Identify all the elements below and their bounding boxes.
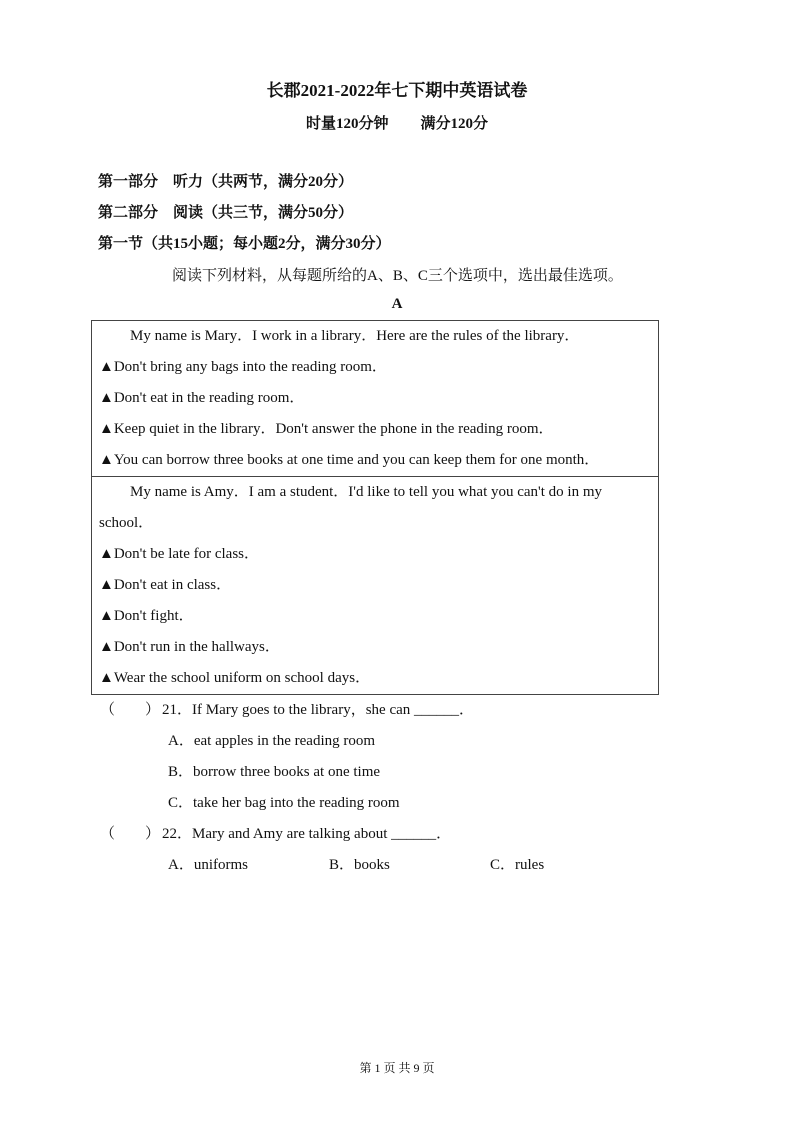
amy-rules-box <box>91 476 659 695</box>
instruction: 阅读下列材料，从每题所给的A、B、C三个选项中，选出最佳选项。 <box>172 268 623 284</box>
box1-intro: My name is Mary．I work in a library．Here are the rules of the library． <box>130 328 580 344</box>
exam-subtitle <box>306 112 488 133</box>
box2-intro: My name is Amy．I am a student．I'd like to tell you what you can't do in my <box>130 484 603 500</box>
passage-label: A <box>391 296 403 312</box>
part1-heading: 第一部分 听力（共两节，满分20分） <box>98 174 354 190</box>
box1-rule: ▲Don't bring any bags into the reading room． <box>99 359 387 375</box>
option-b: B．borrow three books at one time <box>168 764 381 780</box>
box2-rule: ▲Don't run in the hallways． <box>99 639 280 655</box>
box1-rule: ▲You can borrow three books at one time and you can keep them for one month． <box>99 452 600 468</box>
answer-bracket[interactable]: （ ） <box>100 826 161 842</box>
answer-bracket[interactable]: （ ） <box>100 702 161 718</box>
option-c: C．take her bag into the reading room <box>168 795 400 811</box>
page-footer: 第 1 页 共 9 页 <box>359 1061 435 1075</box>
box2-rule: ▲Don't eat in class． <box>99 577 232 593</box>
box2-rule: ▲Wear the school uniform on school days． <box>99 670 371 686</box>
question-stem: 22．Mary and Amy are talking about ______． <box>162 826 452 842</box>
box1-rule: ▲Don't eat in the reading room． <box>99 390 305 406</box>
box2-rule: ▲Don't fight． <box>99 608 194 624</box>
full-score: 满分120分 <box>420 116 489 132</box>
time-limit: 时量120分钟 <box>306 116 389 132</box>
box2-intro-cont: school． <box>99 515 154 531</box>
mary-rules-box <box>91 320 659 477</box>
box1-rule: ▲Keep quiet in the library．Don't answer the phone in the reading room． <box>99 421 554 437</box>
box2-rule: ▲Don't be late for class． <box>99 546 260 562</box>
section1-heading: 第一节（共15小题；每小题2分，满分30分） <box>98 236 391 252</box>
question-stem: 21．If Mary goes to the library，she can ______． <box>162 702 475 718</box>
option-a: A．eat apples in the reading room <box>168 733 376 749</box>
option-c: C．rules <box>490 857 545 873</box>
part2-heading: 第二部分 阅读（共三节，满分50分） <box>98 205 354 221</box>
option-a: A．uniforms <box>168 857 248 873</box>
exam-title: 长郡2021-2022年七下期中英语试卷 <box>266 81 528 100</box>
option-b: B．books <box>329 857 390 873</box>
